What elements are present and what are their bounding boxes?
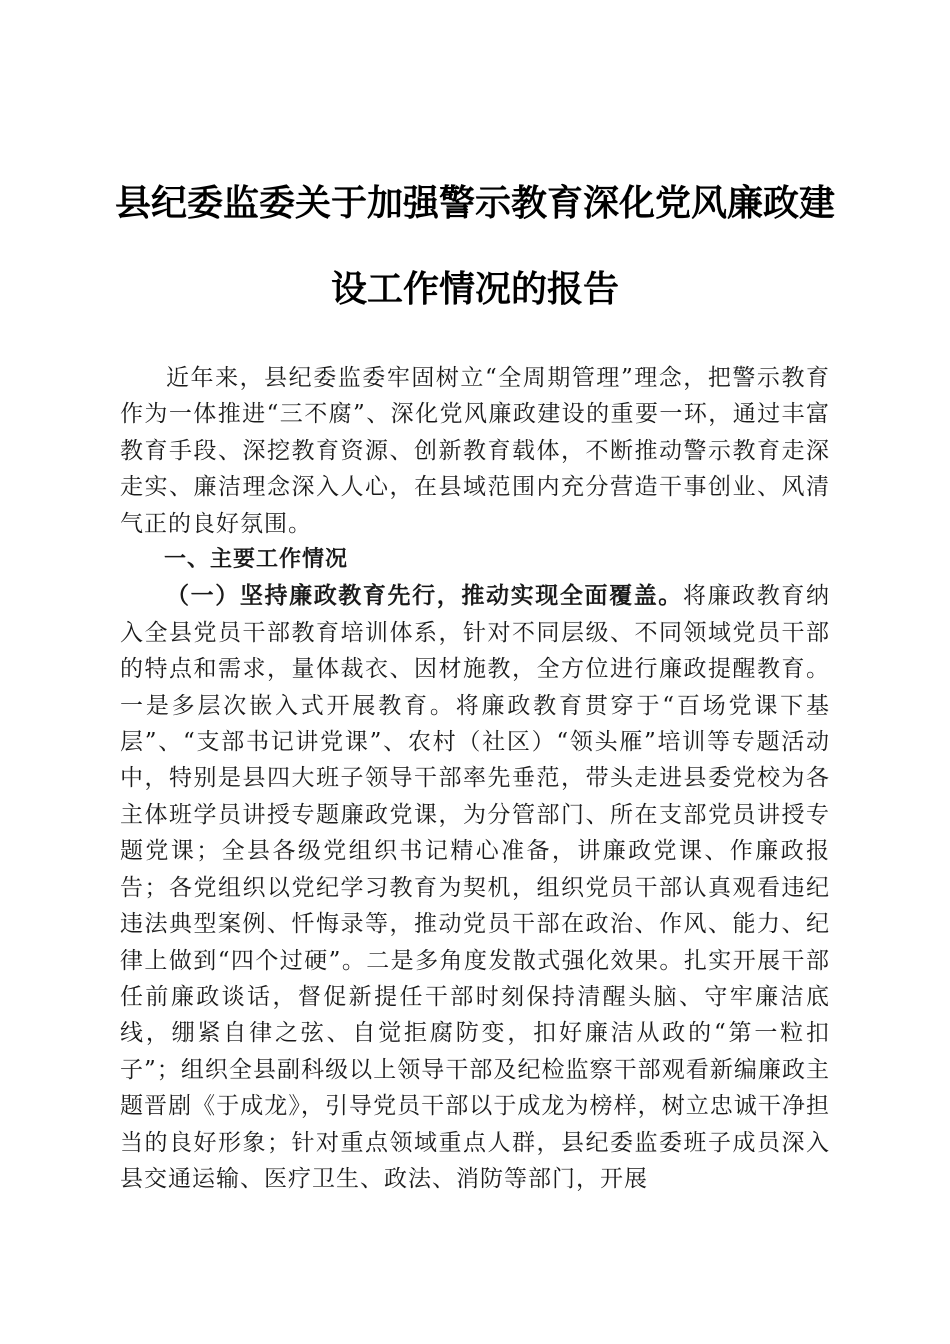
subsection-heading: （一）坚持廉政教育先行，推动实现全面覆盖。 xyxy=(166,582,683,610)
intro-paragraph: 近年来，县纪委监委牢固树立“全周期管理”理念，把警示教育作为一体推进“三不腐”、深化党风廉政建设的重要一环，通过丰富教育手段、深挖教育资源、创新教育载体，不断推动警示教育走深走实、廉洁理念深入人心，在县域范围内充分营造干事创业、风清气正的良好氛围。 xyxy=(120,365,830,537)
document-body xyxy=(120,360,830,1197)
subsection-body: 将廉政教育纳入全县党员干部教育培训体系，针对不同层级、不同领域党员干部的特点和需求，量体裁衣、因材施教，全方位进行廉政提醒教育。一是多层次嵌入式开展教育。将廉政教育贯穿于“百场党课下基层”、“支部书记讲党课”、农村（社区）“领头雁”培训等专题活动中，特别是县四大班子领导干部率先垂范，带头走进县委党校为各主体班学员讲授专题廉政党课，为分管部门、所在支部党员讲授专题党课；全县各级党组织书记精心准备，讲廉政党课、作廉政报告；各党组织以党纪学习教育为契机，组织党员干部认真观看违纪违法典型案例、忏悔录等，推动党员干部在政治、作风、能力、纪律上做到“四个过硬”。二是多角度发散式强化效果。扎实开展干部任前廉政谈话，督促新提任干部时刻保持清醒头脑、守牢廉洁底线，绷紧自律之弦、自觉拒腐防变，扣好廉洁从政的“第一粒扣子”；组织全县副科级以上领导干部及纪检监察干部观看新编廉政主题晋剧《于成龙》，引导党员干部以于成龙为榜样，树立忠诚干净担当的良好形象；针对重点领域重点人群，县纪委监委班子成员深入县交通运输、医疗卫生、政法、消防等部门，开展 xyxy=(120,583,831,1192)
title-line-1: 县纪委监委关于加强警示教育深化党风廉政建 xyxy=(114,182,835,224)
document-title xyxy=(100,160,850,332)
title-line-2: 设工作情况的报告 xyxy=(330,268,619,310)
section-heading: 一、主要工作情况 xyxy=(164,547,349,573)
subsection-paragraph xyxy=(120,578,830,1197)
